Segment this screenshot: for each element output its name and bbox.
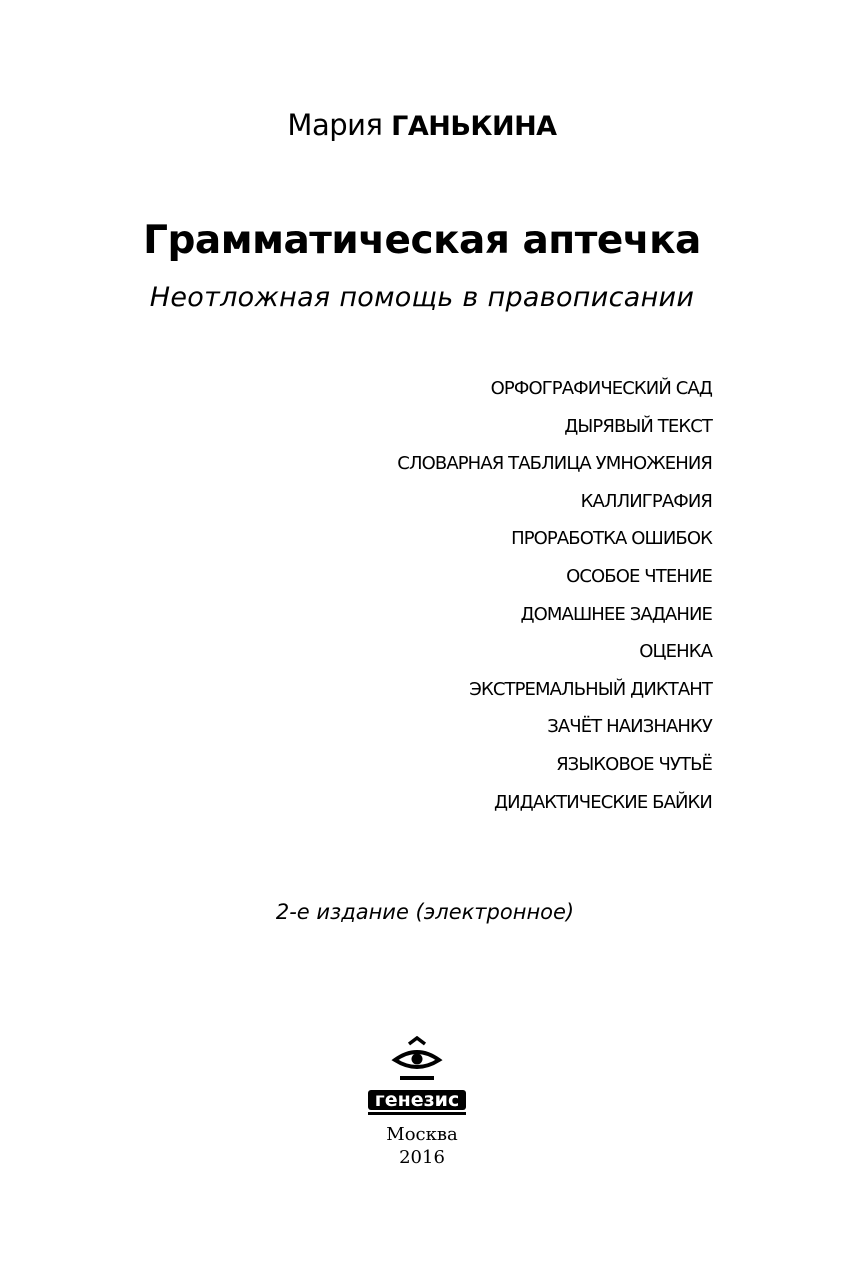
author-name (0, 108, 844, 142)
section-item: СЛОВАРНАЯ ТАБЛИЦА УМНОЖЕНИЯ (397, 453, 712, 475)
section-item: ПРОРАБОТКА ОШИБОК (511, 528, 712, 550)
publication-year: 2016 (399, 1147, 445, 1168)
section-item: ДИДАКТИЧЕСКИЕ БАЙКИ (493, 791, 712, 813)
section-item: ОСОБОЕ ЧТЕНИЕ (566, 565, 712, 587)
section-item: ЭКСТРЕМАЛЬНЫЙ ДИКТАНТ (469, 678, 712, 700)
section-item: ОРФОГРАФИЧЕСКИЙ САД (490, 378, 712, 399)
section-item: КАЛЛИГРАФИЯ (580, 490, 712, 512)
publisher-logo-text: генезис (374, 1089, 460, 1111)
book-title: Грамматическая аптечка (143, 218, 701, 263)
section-item: ДОМАШНЕЕ ЗАДАНИЕ (520, 603, 712, 625)
section-list (397, 376, 712, 827)
edition-note: 2-е издание (электронное) (275, 900, 575, 924)
section-item: ЗАЧЁТ НАИЗНАНКУ (547, 716, 712, 738)
author-surname: ГАНЬКИНА (391, 111, 557, 142)
section-item: ОЦЕНКА (639, 641, 712, 663)
section-item: ЯЗЫКОВОЕ ЧУТЬЁ (556, 753, 712, 775)
book-subtitle: Неотложная помощь в правописании (149, 282, 695, 313)
publisher-wordmark (368, 1089, 466, 1115)
publisher-city: Москва (386, 1124, 458, 1145)
publisher-logo (362, 1036, 472, 1118)
author-first-name: Мария (287, 108, 383, 142)
section-item: ДЫРЯВЫЙ ТЕКСТ (564, 415, 712, 437)
eye-icon (395, 1038, 439, 1080)
